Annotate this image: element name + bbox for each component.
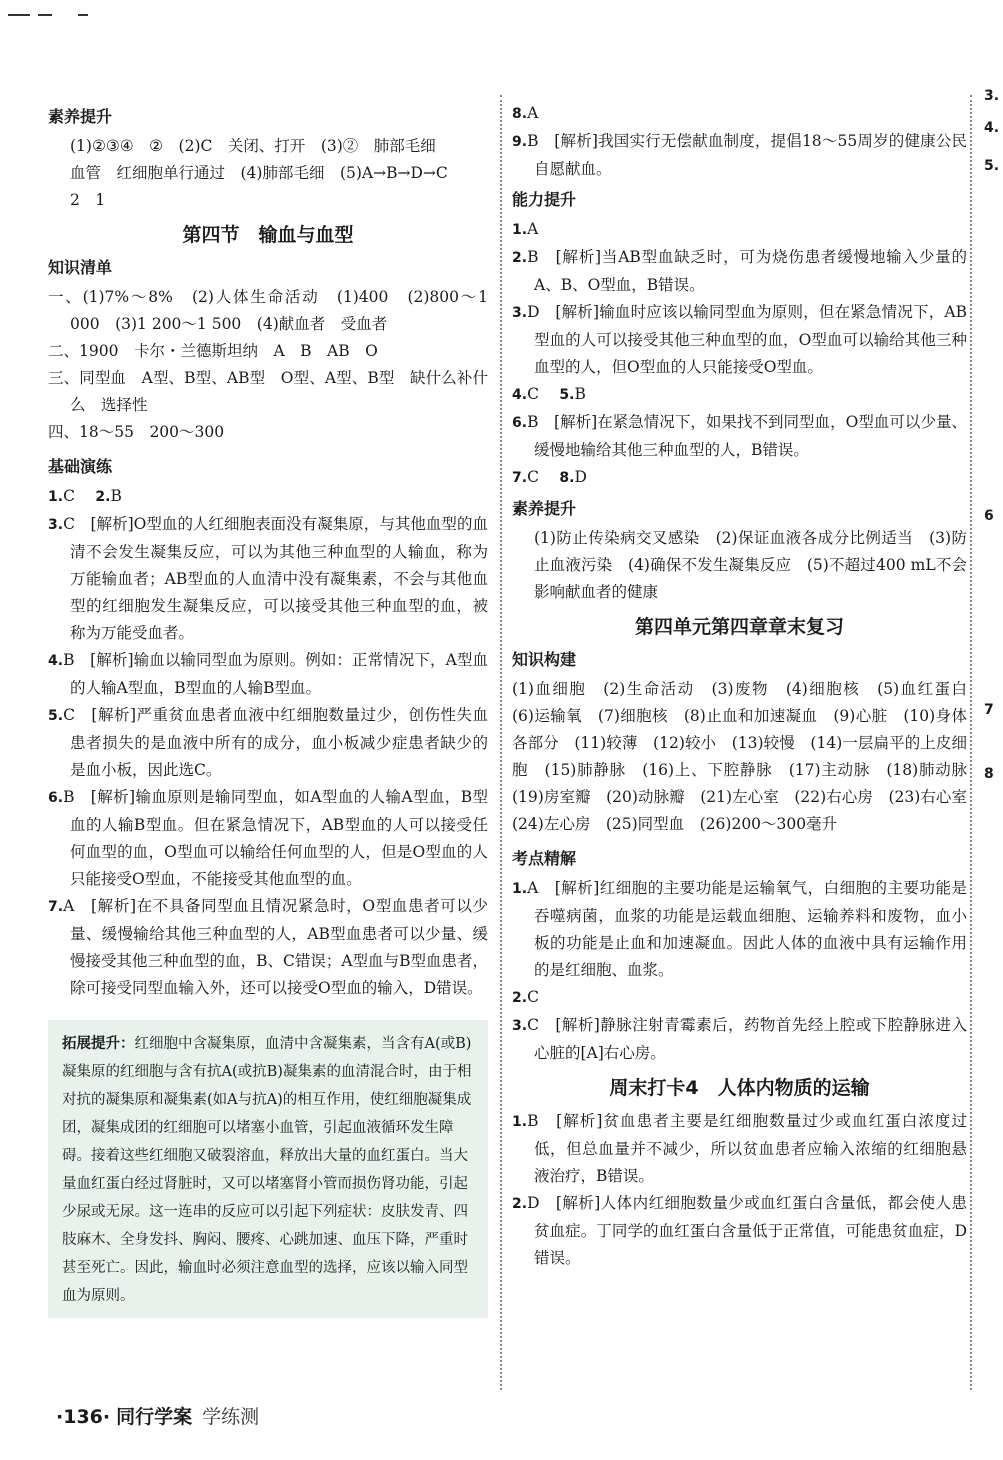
answer-item: 7.A [解析]在不具备同型血且情况紧急时，O型血患者可以少量、缓慢输给其他三种血型的人，AB型血患者可以少量、缓慢接受其他三种血型的血，B、C错误；A型血与B型血患者，除可接受同型血输入外，还可以接受O型血的输入，D错误。: [48, 897, 488, 997]
section-title: 第四节 输血与血型: [182, 224, 354, 246]
answer-item: 3.C [解析]静脉注射青霉素后，药物首先经上腔或下腔静脉进入心脏的[A]右心房。: [512, 1016, 967, 1062]
answer-line: (1)②③④ ② (2)C 关闭、打开 (3)② 肺部毛细: [70, 137, 436, 155]
section-heading: 素养提升: [512, 499, 577, 518]
answer-item: 2.B [解析]当AB型血缺乏时，可为烧伤患者缓慢地输入少量的A、B、O型血，B错误。: [512, 248, 967, 294]
answer-line: (1)血细胞 (2)生命活动 (3)废物 (4)细胞核 (5)血红蛋白 (6)运输氧 (7)细胞核 (8)止血和加速凝血 (9)心脏 (10)身体各部分 (11)较薄 (12)较小 (13)较慢 (14)一层扁平的上皮细胞 (15)肺静脉 (16)上、下腔静脉 (17)主动脉 (18)肺动脉 (19)房室瓣 (20)动脉瓣 (21)左心室 (22)右心房 (23)右心室 (24)左心房 (25)同型血 (26)200～300毫升: [512, 680, 983, 833]
answer-item: 4.C 5.B: [512, 385, 586, 403]
answer-item: 7.C 8.D: [512, 468, 587, 486]
answer-line: 2 1: [70, 191, 106, 209]
book-subtitle: 学练测: [202, 1406, 260, 1428]
section-heading: 能力提升: [512, 190, 577, 209]
answer-item: 1.A: [512, 220, 539, 238]
section-heading: 素养提升: [48, 107, 113, 126]
answer-item: 3.D [解析]输血时应该以输同型血为原则，但在紧急情况下，AB型血的人可以接受其他三种血型的血，O型血可以输给其他三种血型的人，但O型血的人只能接受O型血。: [512, 303, 967, 376]
page-footer: [56, 1402, 259, 1429]
section-title: 周末打卡4 人体内物质的运输: [609, 1077, 870, 1099]
answer-line: 三、同型血 A型、B型、AB型 O型、A型、B型 缺什么补什么 选择性: [48, 369, 488, 414]
answer-item: 8.A: [512, 104, 539, 122]
answer-line: (1)防止传染病交叉感染 (2)保证血液各成分比例适当 (3)防止血液污染 (4)确保不发生凝集反应 (5)不超过400 mL不会影响献血者的健康: [534, 529, 967, 601]
edge-number: 4.: [984, 120, 1000, 136]
extension-label: 拓展提升：: [62, 1035, 135, 1052]
extension-text: 红细胞中含凝集原，血清中含凝集素，当含有A(或B)凝集原的红细胞与含有抗A(或抗B)凝集素的血清混合时，由于相对抗的凝集原和凝集素(如A与抗A)的相互作用，使红细胞凝集成团，凝集成团的红细胞可以堵塞小血管，引起血液循环发生障碍。接着这些红细胞又破裂溶血，释放出大量的血红蛋白。当大量血红蛋白经过肾脏时，又可以堵塞肾小管而损伤肾功能，引起少尿或无尿。这一连串的反应可以引起下列症状：皮肤发青、四肢麻木、全身发抖、胸闷、腰疼、心跳加速、血压下降，严重时甚至死亡。因此，输血时必须注意血型的选择，应该以输入同型血为原则。: [62, 1036, 472, 1304]
answer-item: 1.A [解析]红细胞的主要功能是运输氧气，白细胞的主要功能是吞噬病菌，血浆的功能是运载血细胞、运输养料和废物，血小板的功能是止血和加速凝血。因此人体的血液中具有运输作用的是红细胞、血浆。: [512, 879, 967, 979]
section-heading: 基础演练: [48, 457, 113, 476]
book-name: 同行学案: [116, 1406, 193, 1428]
top-crop-marks: [8, 14, 98, 22]
column-divider: [500, 95, 502, 1390]
edge-number: 7: [984, 702, 994, 718]
answer-item: 6.B [解析]在紧急情况下，如果找不到同型血，O型血可以少量、缓慢地输给其他三种血型的人，B错误。: [512, 413, 967, 459]
answer-line: 一、(1)7%～8% (2)人体生命活动 (1)400 (2)800～1 000 (3)1 200～1 500 (4)献血者 受血者: [48, 288, 488, 333]
section-heading: 知识构建: [512, 650, 577, 669]
section-title: 第四单元第四章章末复习: [634, 616, 844, 638]
page-number: ·136·: [56, 1406, 111, 1428]
answer-item: 3.C [解析]O型血的人红细胞表面没有凝集原，与其他血型的血清不会发生凝集反应，可以为其他三种血型的人输血，称为万能输血者；AB型血的人血清中没有凝集素，不会与其他血型的红细胞发生凝集反应，可以接受其他三种血型的血，被称为万能受血者。: [48, 515, 488, 642]
answer-line: 二、1900 卡尔・兰德斯坦纳 A B AB O: [48, 342, 378, 360]
answer-item: 1.B [解析]贫血患者主要是红细胞数量过少或血红蛋白浓度过低，但总血量并不减少，所以贫血患者应输入浓缩的红细胞悬液治疗，B错误。: [512, 1112, 967, 1185]
left-column: [48, 100, 488, 1318]
answer-line: 四、18～55 200～300: [48, 423, 225, 441]
column-divider-right: [970, 95, 972, 1390]
answer-item: 5.C [解析]严重贫血患者血液中红细胞数量过少，创伤性失血患者损失的是血液中所有的成分，血小板减少症患者缺少的是血小板，因此选C。: [48, 706, 488, 779]
answer-line: 血管 红细胞单行通过 (4)肺部毛细 (5)A→B→D→C: [70, 164, 448, 182]
answer-item: 2.C: [512, 988, 539, 1006]
answer-item: 2.D [解析]人体内红细胞数量少或血红蛋白含量低，都会使人患贫血症。丁同学的血红蛋白含量低于正常值，可能患贫血症，D错误。: [512, 1194, 967, 1267]
answer-item: 6.B [解析]输血原则是输同型血，如A型血的人输A型血，B型血的人输B型血。但在紧急情况下，AB型血的人可以接受任何血型的血，O型血可以输给任何血型的人，但是O型血的人只能接受O型血，不能接受其他血型的血。: [48, 788, 488, 888]
edge-number: 6: [984, 508, 994, 524]
section-heading: 知识清单: [48, 258, 113, 277]
answer-item: 4.B [解析]输血以输同型血为原则。例如：正常情况下，A型血的人输A型血，B型血的人输B型血。: [48, 651, 488, 697]
middle-column: [512, 100, 983, 1272]
section-heading: 考点精解: [512, 849, 577, 868]
edge-number: 8: [984, 766, 994, 782]
answer-item: 1.C 2.B: [48, 487, 122, 505]
extension-box: [48, 1020, 488, 1318]
answer-item: 9.B [解析]我国实行无偿献血制度，提倡18～55周岁的健康公民自愿献血。: [512, 132, 967, 178]
edge-number: 3.: [984, 88, 1000, 104]
edge-number: 5.: [984, 158, 1000, 174]
